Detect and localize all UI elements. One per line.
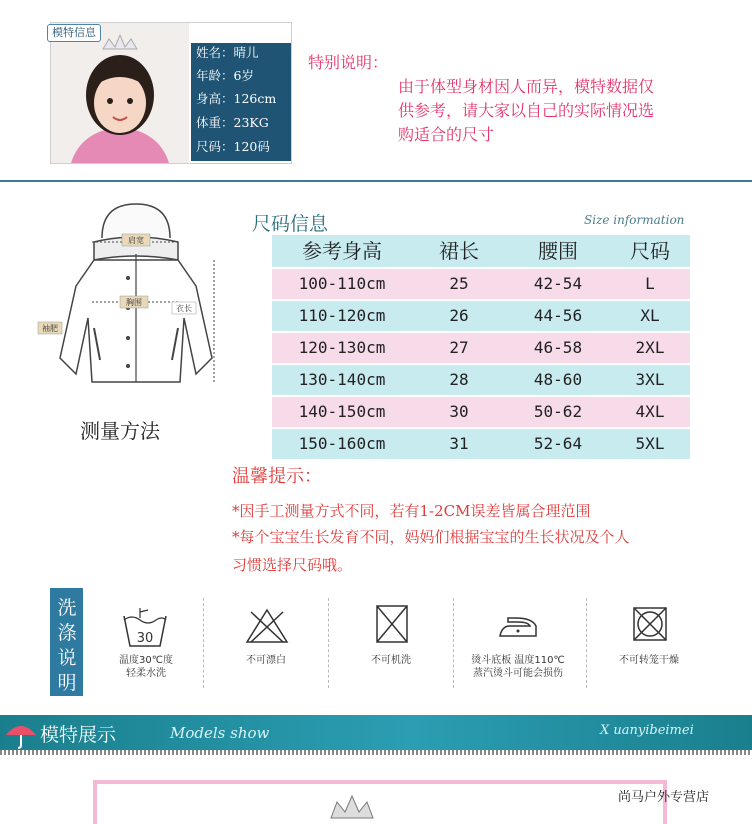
size-table-header xyxy=(272,235,690,267)
row-height: 110-120cm xyxy=(298,306,386,325)
wash-separator xyxy=(328,598,329,688)
row-waist: 44-56 xyxy=(533,306,583,325)
row-waist: 48-60 xyxy=(533,370,583,389)
row-size: XL xyxy=(640,306,660,325)
wash-text: 不可转笼干燥 xyxy=(619,655,679,666)
row-waist: 52-64 xyxy=(533,434,583,453)
umbrella-icon xyxy=(4,717,38,749)
model-info-card xyxy=(50,22,292,164)
wash-item xyxy=(90,588,202,696)
tip-line: *因手工测量方式不同，若有1-2CM误差皆属合理范围 xyxy=(232,502,591,520)
special-note-title: 特别说明： xyxy=(308,53,389,72)
row-waist: 42-54 xyxy=(533,274,583,293)
measure-method-caption: 测量方法 xyxy=(80,419,160,443)
model-photo xyxy=(51,23,189,163)
row-waist: 46-58 xyxy=(533,338,583,357)
table-row xyxy=(272,365,690,395)
chest-label: 胸围 xyxy=(126,298,142,307)
row-height: 120-130cm xyxy=(298,338,386,357)
header-length: 裙长 xyxy=(439,239,479,263)
table-row xyxy=(272,269,690,299)
wash-item xyxy=(330,588,452,696)
tip-line: 习惯选择尺码哦。 xyxy=(232,556,353,574)
table-row xyxy=(272,397,690,427)
model-name: 姓名：晴儿 xyxy=(196,45,259,60)
section-divider xyxy=(0,180,752,182)
row-height: 150-160cm xyxy=(298,434,386,453)
size-table-title: 尺码信息 xyxy=(252,213,329,235)
tip-line: *每个宝宝生长发育不同，妈妈们根据宝宝的生长状况及个人 xyxy=(232,528,630,546)
wash-separator xyxy=(586,598,587,688)
row-size: 2XL xyxy=(635,338,665,357)
table-row xyxy=(272,429,690,459)
models-show-banner xyxy=(0,715,752,751)
header-size: 尺码 xyxy=(630,239,670,263)
sleeve-label: 袖肥 xyxy=(42,324,58,333)
row-waist: 50-62 xyxy=(533,402,583,421)
table-row xyxy=(272,333,690,363)
tiara-icon xyxy=(327,790,377,820)
model-height: 身高：126cm xyxy=(196,91,277,106)
header-height: 参考身高 xyxy=(302,239,382,263)
models-show-right-text: X uanyibeimei xyxy=(600,723,694,738)
washing-label-char: 涤 xyxy=(57,622,77,644)
wash-text: 轻柔水洗 xyxy=(126,668,166,679)
model-weight: 体重：23KG xyxy=(196,115,269,130)
wash-text: 不可机洗 xyxy=(371,655,411,666)
special-note-line: 由于体型身材因人而异，模特数据仅 xyxy=(398,77,655,96)
size-table-title-en: Size information xyxy=(584,213,685,227)
model-photo-frame xyxy=(93,780,667,824)
special-note-line: 供参考，请大家以自己的实际情况选 xyxy=(398,101,655,120)
model-age: 年龄：6岁 xyxy=(196,68,254,83)
washing-label xyxy=(50,588,83,696)
banner-fringe xyxy=(0,750,752,755)
wash-30-icon xyxy=(120,606,170,650)
row-size: 3XL xyxy=(635,370,665,389)
row-length: 27 xyxy=(449,338,469,357)
row-size: 4XL xyxy=(635,402,665,421)
length-label: 衣长 xyxy=(176,304,192,313)
washing-label-char: 明 xyxy=(57,672,77,694)
no-machine-wash-icon xyxy=(375,604,409,644)
jacket-diagram xyxy=(36,198,236,398)
row-length: 25 xyxy=(449,274,469,293)
row-length: 26 xyxy=(449,306,469,325)
store-name: 尚马户外专营店 xyxy=(618,790,710,805)
model-stats-box xyxy=(191,43,291,161)
row-size: 5XL xyxy=(635,434,665,453)
no-tumble-dry-icon xyxy=(632,606,668,642)
shoulder-label: 肩宽 xyxy=(128,236,144,245)
table-row xyxy=(272,301,690,331)
row-length: 30 xyxy=(449,402,469,421)
wash-temp-number: 30 xyxy=(136,631,154,646)
row-length: 28 xyxy=(449,370,469,389)
row-height: 100-110cm xyxy=(298,274,386,293)
washing-instructions xyxy=(50,588,740,698)
models-show-title: 模特展示 xyxy=(40,724,117,746)
model-size: 尺码：120码 xyxy=(196,139,270,154)
row-length: 31 xyxy=(449,434,469,453)
row-height: 130-140cm xyxy=(298,370,386,389)
header-waist: 腰围 xyxy=(538,239,578,263)
size-table xyxy=(248,207,690,453)
wash-text: 温度30℃度 xyxy=(119,655,173,666)
wash-text: 不可漂白 xyxy=(246,655,286,666)
wash-item xyxy=(452,588,584,696)
wash-text: 烫斗底板 温度110℃ xyxy=(471,655,565,666)
wash-text: 蒸汽烫斗可能会损伤 xyxy=(473,668,563,679)
washing-label-char: 洗 xyxy=(57,597,77,619)
wash-separator xyxy=(203,598,204,688)
wash-item xyxy=(588,588,710,696)
row-size: L xyxy=(645,274,655,293)
tips-title: 温馨提示： xyxy=(232,466,322,487)
wash-item xyxy=(205,588,327,696)
model-info-tag: 模特信息 xyxy=(47,24,101,42)
models-show-subtitle: Models show xyxy=(170,724,270,742)
special-note-line: 购适合的尺寸 xyxy=(398,125,495,144)
iron-icon xyxy=(496,614,540,640)
no-bleach-icon xyxy=(245,608,289,644)
washing-label-char: 说 xyxy=(57,647,77,669)
row-height: 140-150cm xyxy=(298,402,386,421)
